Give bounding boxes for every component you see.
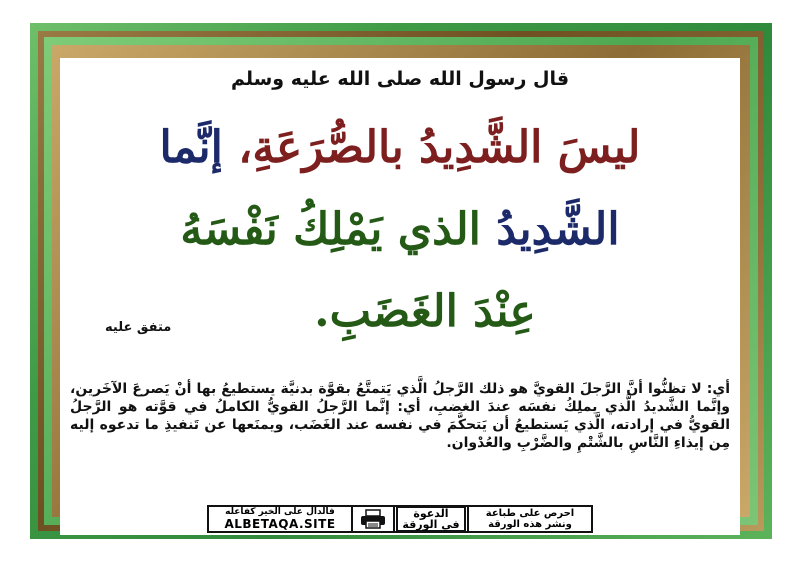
printer-icon — [360, 509, 386, 529]
hadith-line-1 — [76, 122, 724, 173]
explanation-text: أي: لا تظنُّوا أنَّ الرَّجلَ القويَّ هو ذلك الرَّجلُ الَّذي يَتمتَّعُ بقوَّة بدنيَّة يستطيعُ بها أنْ يَصرعَ الآخَرين، وإنَّما الشَّديدُ الَّذي يملِكُ نفسَه عندَ الغضبِ، أي: إنَّما الرَّجلُ القويُّ الكاملُ في قوَّته هو الرَّجلُ القويُّ في إرادته، الَّذي يَستطيعُ أن يَتحكَّمَ في نفسه عند الغَضَب، ويمنَعها عن تَنفيذِ ما تدعوه إليه مِن إيذاءِ النَّاسِ بالشَّتْمِ والضَّرْبِ والعُدْوان. — [70, 381, 730, 451]
footer-cta-line-2: ونشر هذه الورقة — [488, 519, 572, 530]
hadith-card — [60, 58, 740, 535]
printer-block — [353, 507, 395, 531]
logo-line-2: في الورقة — [402, 518, 460, 531]
footer-site-block — [209, 507, 353, 531]
hadith-line-1-part-2: إنَّما — [159, 122, 239, 173]
logo-block — [395, 507, 469, 531]
hadith-line-2-part-1: الشَّدِيدُ — [496, 204, 620, 255]
hadith-line-2-part-2: الذي يَمْلِكُ نَفْسَهُ — [180, 204, 497, 255]
hadith-line-2 — [76, 204, 724, 255]
footer-cta — [469, 507, 591, 531]
footer-cta-line-1: احرص على طباعة — [485, 508, 575, 519]
hadith-line-1-part-1: ليسَ الشَّدِيدُ بالصُّرَعَةِ، — [238, 122, 641, 173]
footer-site[interactable]: ALBETAQA.SITE — [224, 517, 336, 531]
footer-bar — [207, 505, 593, 533]
hadith-source: متفق عليه — [105, 320, 172, 335]
logo-line-1: الدعوة — [413, 507, 449, 520]
footer-tagline: فالدال على الخير كفاعله — [225, 507, 335, 517]
intro-text: قال رسول الله صلى الله عليه وسلم — [230, 68, 570, 90]
logo — [396, 506, 465, 532]
hadith-line-3: عِنْدَ الغَضَبِ. — [314, 286, 536, 337]
